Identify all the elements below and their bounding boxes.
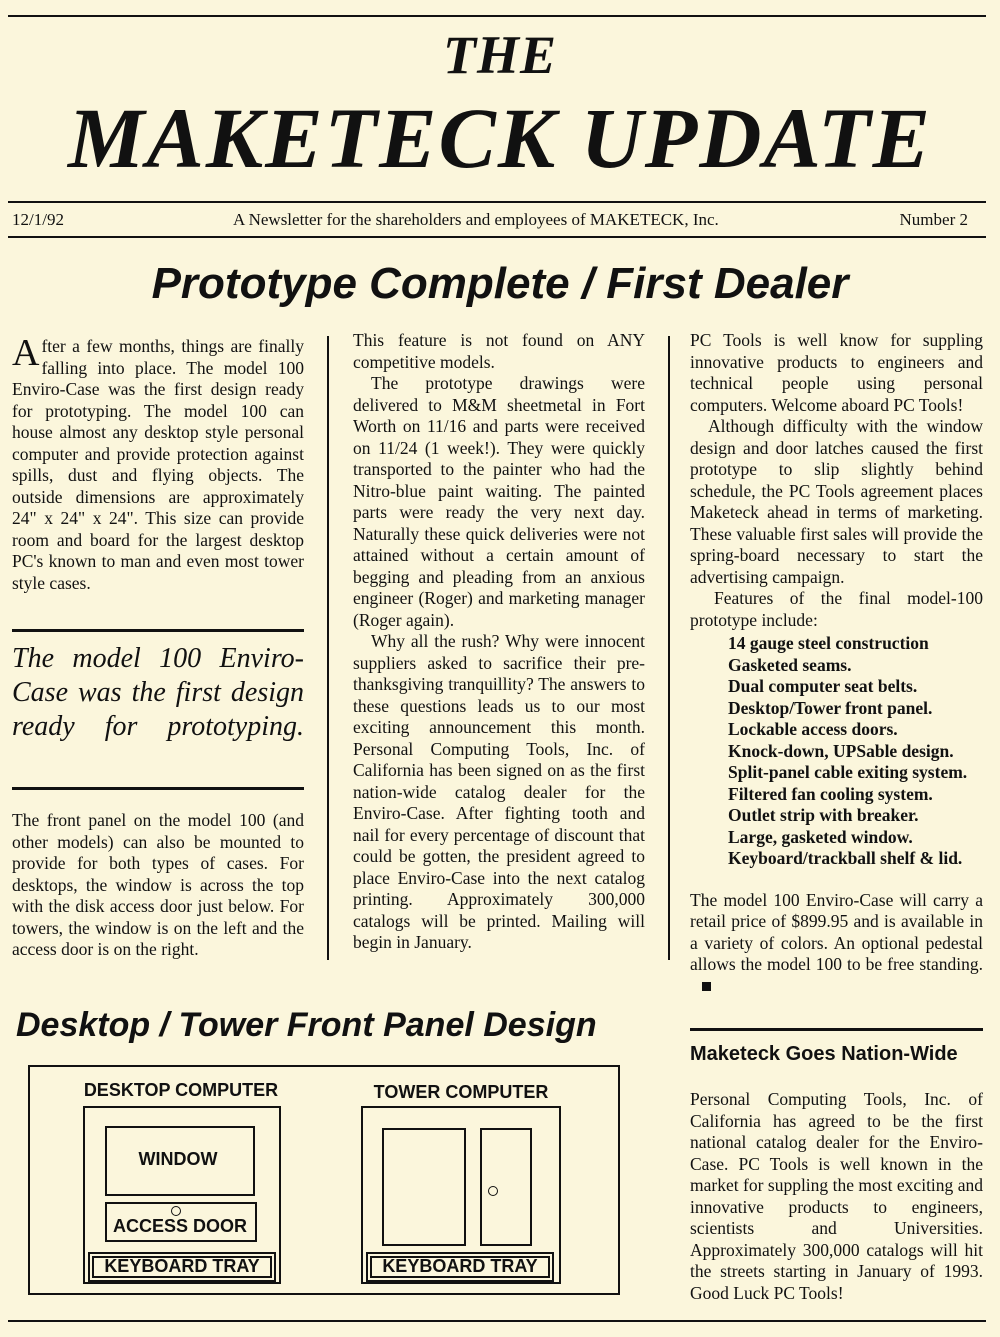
issue-date: 12/1/92	[12, 210, 64, 229]
list-item: Outlet strip with breaker.	[728, 805, 919, 825]
list-item: Filtered fan cooling system.	[728, 783, 933, 804]
end-mark-icon	[702, 982, 711, 991]
column-2	[353, 330, 645, 954]
issue-number: Number 2	[899, 210, 968, 229]
column-1-top	[12, 332, 304, 594]
list-item: 14 gauge steel construction	[728, 633, 929, 653]
column-3-paragraph-3: Features of the final model-100 prototype include:	[690, 588, 983, 630]
list-item: Large, gasketed window.	[728, 826, 913, 847]
access-door-label: ACCESS DOOR	[112, 1216, 247, 1236]
tower-keyboard-tray-label: KEYBOARD TRAY	[382, 1256, 538, 1276]
list-item: Gasketed seams.	[728, 654, 852, 675]
sidebar-rule	[690, 1028, 983, 1031]
column-3	[690, 330, 983, 997]
column-3-paragraph-4: The model 100 Enviro-Case will carry a retail price of $899.95 and is available in a variety of colors. An optional pedestal allows the model 100 to be free standing.	[690, 890, 983, 998]
masthead-title: MAKETECK UPDATE	[68, 90, 932, 186]
pullquote-rule-bottom	[12, 787, 304, 790]
column-1-paragraph-1: After a few months, things are finally falling into place. The model 100 Enviro-Case was the first design ready for prototyping. The model 100 can house almost any desktop style personal computer and provide protection against spills, dust and flying objects. The outside dimensions are approximately 24" x 24" x 24". This size can provide room and board for the largest desktop PC's known to man and even most tower style cases.	[12, 332, 304, 593]
window-label: WINDOW	[138, 1149, 218, 1169]
door-knob-icon	[171, 1206, 181, 1216]
list-item: Keyboard/trackball shelf & lid.	[728, 848, 963, 868]
column-1-bottom	[12, 810, 304, 961]
column-1-paragraph-2: The front panel on the model 100 (and other models) can also be mounted to provide for both types of cases. For desktops, the window is across the top with the disk access door just below. For towers, the window is on the left and the access door is on the right.	[12, 810, 304, 959]
column-3-paragraph-1: PC Tools is well know for suppling innovative products to engineers and technical people using personal computers. Welcome aboard PC Tools!	[690, 330, 983, 415]
top-rule	[8, 15, 986, 17]
column-2-paragraph-1: This feature is not found on ANY competitive models.	[353, 330, 645, 372]
door-knob-icon	[488, 1186, 498, 1196]
tower-computer-label: TOWER COMPUTER	[373, 1082, 549, 1102]
list-item: Lockable access doors.	[728, 719, 898, 739]
column-divider-2	[668, 336, 670, 960]
desktop-keyboard-tray-label: KEYBOARD TRAY	[104, 1256, 260, 1276]
diagram-title: Desktop / Tower Front Panel Design	[16, 1006, 597, 1044]
masthead-rule-top	[8, 201, 986, 203]
sidebar-title: Maketeck Goes Nation-Wide	[690, 1043, 958, 1065]
column-2-paragraph-2: The prototype drawings were delivered to M&M sheetmetal in Fort Worth on 11/16 and parts were received on 11/24 (1 week!). They were quickly transported to the painter who had the Nitro-blue paint waiting. The painted parts were ready the very next day. Naturally these quick deliveries were not attained without a certain amount of begging and pleading from an anxious engineer (Roger) and marketing manager (Roger again).	[353, 373, 645, 630]
pullquote-rule-top	[12, 629, 304, 632]
masthead-the: THE	[442, 25, 557, 85]
sidebar-body: Personal Computing Tools, Inc. of California has agreed to be the first national catalog dealer for the Enviro-Case. PC Tools is well known in the market for suppling the most exciting and innovative products to engineers, scientists and Universities. Approximately 300,000 catalogs will hit the streets starting in January of 1993. Good Luck PC Tools!	[690, 1089, 983, 1303]
column-divider-1	[327, 336, 329, 960]
list-item: Dual computer seat belts.	[728, 676, 918, 696]
list-item: Split-panel cable exiting system.	[728, 762, 968, 782]
desktop-computer-label: DESKTOP COMPUTER	[83, 1080, 279, 1100]
masthead-rule-bottom	[8, 236, 986, 238]
pull-quote: The model 100 Enviro-Case was the first design ready for prototyping.	[12, 643, 304, 742]
list-item: Knock-down, UPSable design.	[728, 740, 954, 761]
column-3-paragraph-2: Although difficulty with the window design and door latches caused the first prototype to slip slightly behind schedule, the PC Tools agreement places Maketeck ahead in terms of marketing. These valuable first sales will provide the spring-board necessary to start the advertising campaign.	[690, 416, 983, 587]
column-2-paragraph-3: Why all the rush? Why were innocent suppliers asked to sacrifice their pre-thanksgiving tranquillity? The answers to these questions leads us to our most exciting announcement this month. Personal Computing Tools, Inc. of California has been signed on as the first nation-wide catalog dealer for the Enviro-Case. After fighting tooth and nail for every percentage of discount that could be gotten, the president agreed to place Enviro-Case into the next catalog printing. Approximately 300,000 catalogs will be printed. Mailing will begin in January.	[353, 631, 645, 952]
list-item: Desktop/Tower front panel.	[728, 697, 933, 718]
main-headline: Prototype Complete / First Dealer	[151, 259, 849, 308]
bottom-rule	[8, 1320, 986, 1322]
feature-list	[728, 633, 983, 870]
tagline: A Newsletter for the shareholders and employees of MAKETECK, Inc.	[233, 210, 719, 229]
tower-window	[382, 1128, 466, 1246]
tower-access-door	[480, 1128, 532, 1246]
drop-cap: A	[12, 332, 40, 374]
